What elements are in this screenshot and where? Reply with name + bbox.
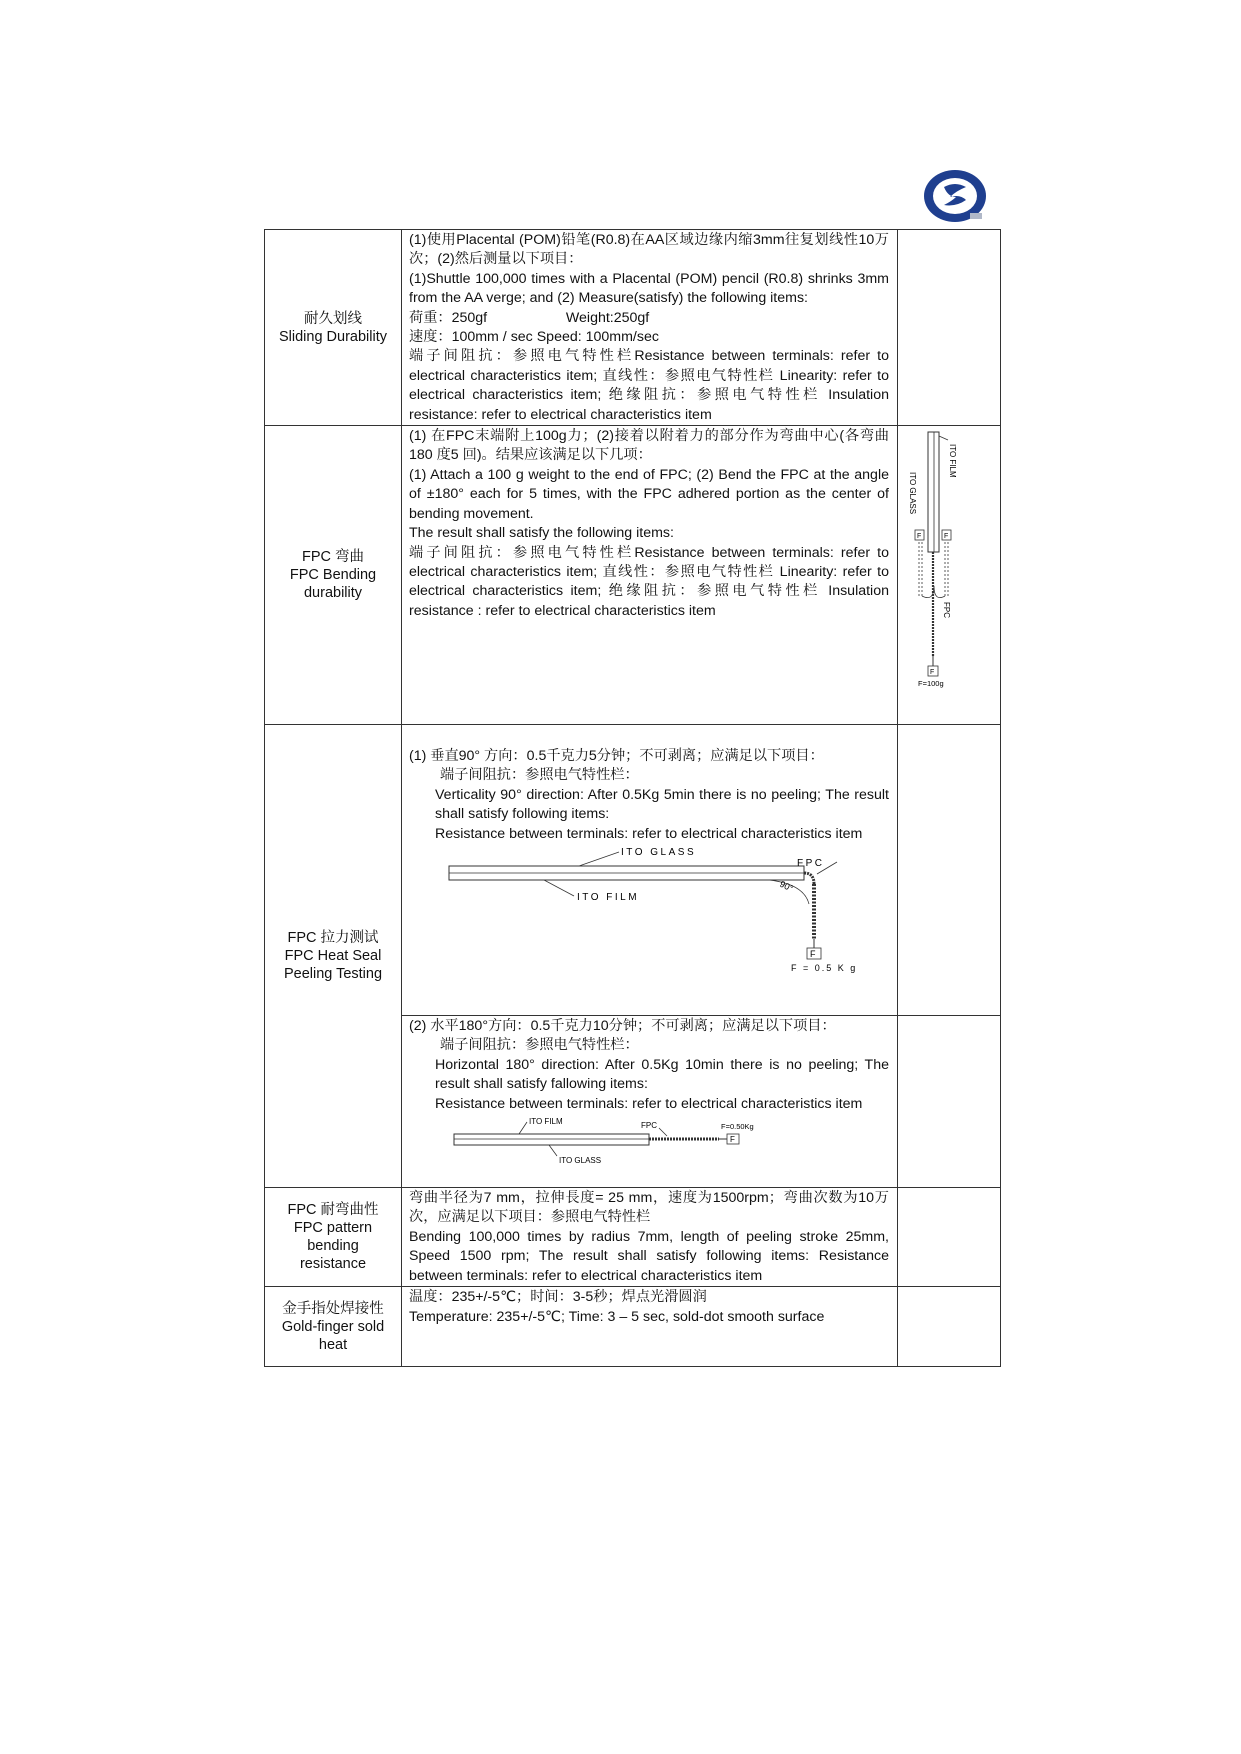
description-text: (2) 水平180°方向：0.5千克力10分钟；不可剥离；应满足以下项目： <box>409 1018 836 1035</box>
figure-cell <box>898 426 1001 725</box>
description-text: 速度：100mm / sec Speed: 100mm/sec <box>409 329 659 346</box>
description-text: 温度：235+/-5℃；时间：3-5秒；焊点光滑圆润 <box>409 1289 707 1306</box>
description-text: 端子间阻抗：参照电气特性栏： <box>440 1037 639 1054</box>
company-logo <box>922 167 992 227</box>
ito-film-label: ITO FILM <box>529 1117 563 1127</box>
description-text: 端子间阻抗：参照电气特性栏Resistance between terminals: refer to electrical characteristics item; 直线性：参照电气特性栏 Linearity: refer to electrical characteristics item; 绝缘阻抗：参照电气特性栏 Insulation resistance: refer to electrical characteristics item <box>409 348 889 423</box>
table-row <box>265 1287 1001 1367</box>
table-row <box>265 1188 1001 1287</box>
force-value: F=100g <box>918 679 944 689</box>
bending-diagram <box>898 426 1000 719</box>
table-row <box>265 426 1001 725</box>
weight-box-label: F <box>810 949 816 960</box>
item-label-cn: FPC 拉力测试 <box>287 930 379 947</box>
item-cell <box>265 1188 402 1287</box>
description-text: The result shall satisfy the following items: <box>409 525 674 542</box>
fpc-label: FPC <box>797 858 825 870</box>
item-label-cn: FPC 耐弯曲性 <box>287 1202 379 1219</box>
item-label-en: FPC Heat Seal <box>284 948 382 965</box>
fpc-label: FPC <box>942 602 951 619</box>
description-text: 弯曲半径为7 mm，拉伸長度= 25 mm，速度为1500rpm；弯曲次数为10万次，应满足以下项目：参照电气特性栏 <box>409 1190 889 1226</box>
item-label-en: Gold-finger sold <box>281 1318 385 1335</box>
weight-box-label: F <box>930 669 935 677</box>
description-cell <box>402 725 898 1016</box>
figure-cell <box>898 1016 1001 1188</box>
force-value: F = 0.5 K g <box>791 963 858 974</box>
table-row <box>265 725 1001 1016</box>
description-text: 荷重：250gf Weight:250gf <box>409 309 650 326</box>
item-label-en: Peeling Testing <box>283 966 383 983</box>
item-label-cn: FPC 弯曲 <box>301 549 365 566</box>
peeling-90-diagram <box>409 844 858 974</box>
figure-cell <box>898 230 1001 426</box>
description-text: Bending 100,000 times by radius 7mm, length of peeling stroke 25mm, Speed 1500 rpm; The result shall satisfy following items: Resistance between terminals: refer to electrical characteristics item <box>409 1228 889 1284</box>
description-text: Resistance between terminals: refer to electrical characteristics item <box>435 825 863 842</box>
description-text: Verticality 90° direction: After 0.5Kg 5min there is no peeling; The result shall satisfy following items: <box>435 786 889 823</box>
description-text: Temperature: 235+/-5℃; Time: 3 – 5 sec, sold-dot smooth surface <box>409 1308 825 1325</box>
table-row <box>265 230 1001 426</box>
fpc-label: FPC <box>641 1121 657 1131</box>
figure-cell <box>898 725 1001 1016</box>
description-cell <box>402 1188 898 1287</box>
item-label-en: Sliding Durability <box>279 328 387 345</box>
item-label-en: durability <box>303 585 363 602</box>
ito-glass-label: ITO GLASS <box>908 472 917 515</box>
ito-film-label: ITO FILM <box>948 444 957 478</box>
description-text: (1) 垂直90° 方向：0.5千克力5分钟；不可剥离；应满足以下项目： <box>409 748 824 765</box>
item-label-en: heat <box>318 1336 348 1353</box>
description-text: (1) 在FPC末端附上100g力；(2)接着以附着力的部分作为弯曲中心(各弯曲180 度5 回)。结果应该满足以下几项： <box>409 428 889 464</box>
angle-label: 90° <box>778 878 795 894</box>
ito-glass-label: ITO GLASS <box>559 1156 602 1166</box>
description-text: (1)使用Placental (POM)铅笔(R0.8)在AA区域边缘内缩3mm往复划线性10万次；(2)然后测量以下项目： <box>409 232 889 268</box>
description-text: (1) Attach a 100 g weight to the end of FPC; (2) Bend the FPC at the angle of ±180° each for 5 times, with the FPC adhered portion as the center of bending movement. <box>409 466 889 522</box>
description-cell <box>402 1287 898 1367</box>
description-text: 端子间阻抗：参照电气特性栏： <box>440 767 639 784</box>
item-label-cn: 金手指处焊接性 <box>282 1300 384 1317</box>
figure-cell <box>898 1287 1001 1367</box>
item-label-en: resistance <box>299 1256 367 1273</box>
item-cell <box>265 230 402 426</box>
item-cell <box>265 1287 402 1367</box>
spec-table <box>264 229 1001 1367</box>
force-box-label: F <box>917 533 922 541</box>
description-cell <box>402 1016 898 1188</box>
ito-film-label: ITO FILM <box>577 892 640 904</box>
ito-glass-label: ITO GLASS <box>621 847 697 859</box>
item-label-en: FPC pattern <box>293 1220 373 1237</box>
item-label-en: bending <box>307 1238 359 1255</box>
item-cell <box>265 426 402 725</box>
weight-box-label: F <box>730 1135 735 1145</box>
description-text: (1)Shuttle 100,000 times with a Placental (POM) pencil (R0.8) shrinks 3mm from the AA verge; and (2) Measure(satisfy) the following items: <box>409 270 889 307</box>
peeling-180-diagram <box>409 1114 829 1166</box>
force-value: F=0.50Kg <box>721 1122 754 1132</box>
item-label-cn: 耐久划线 <box>304 310 362 327</box>
description-text: 端子间阻抗：参照电气特性栏Resistance between terminals: refer to electrical characteristics item; 直线性：参照电气特性栏 Linearity: refer to electrical characteristics item; 绝缘阻抗：参照电气特性栏 Insulation resistance : refer to electrical characteristics item <box>409 544 889 619</box>
force-box-label: F <box>944 533 949 541</box>
description-text: Horizontal 180° direction: After 0.5Kg 10min there is no peeling; The result shall satisfy fallowing items: <box>435 1056 889 1093</box>
item-cell <box>265 725 402 1188</box>
description-cell <box>402 230 898 426</box>
description-text: Resistance between terminals: refer to electrical characteristics item <box>435 1095 863 1112</box>
item-label-en: FPC Bending <box>289 567 377 584</box>
figure-cell <box>898 1188 1001 1287</box>
description-cell <box>402 426 898 725</box>
